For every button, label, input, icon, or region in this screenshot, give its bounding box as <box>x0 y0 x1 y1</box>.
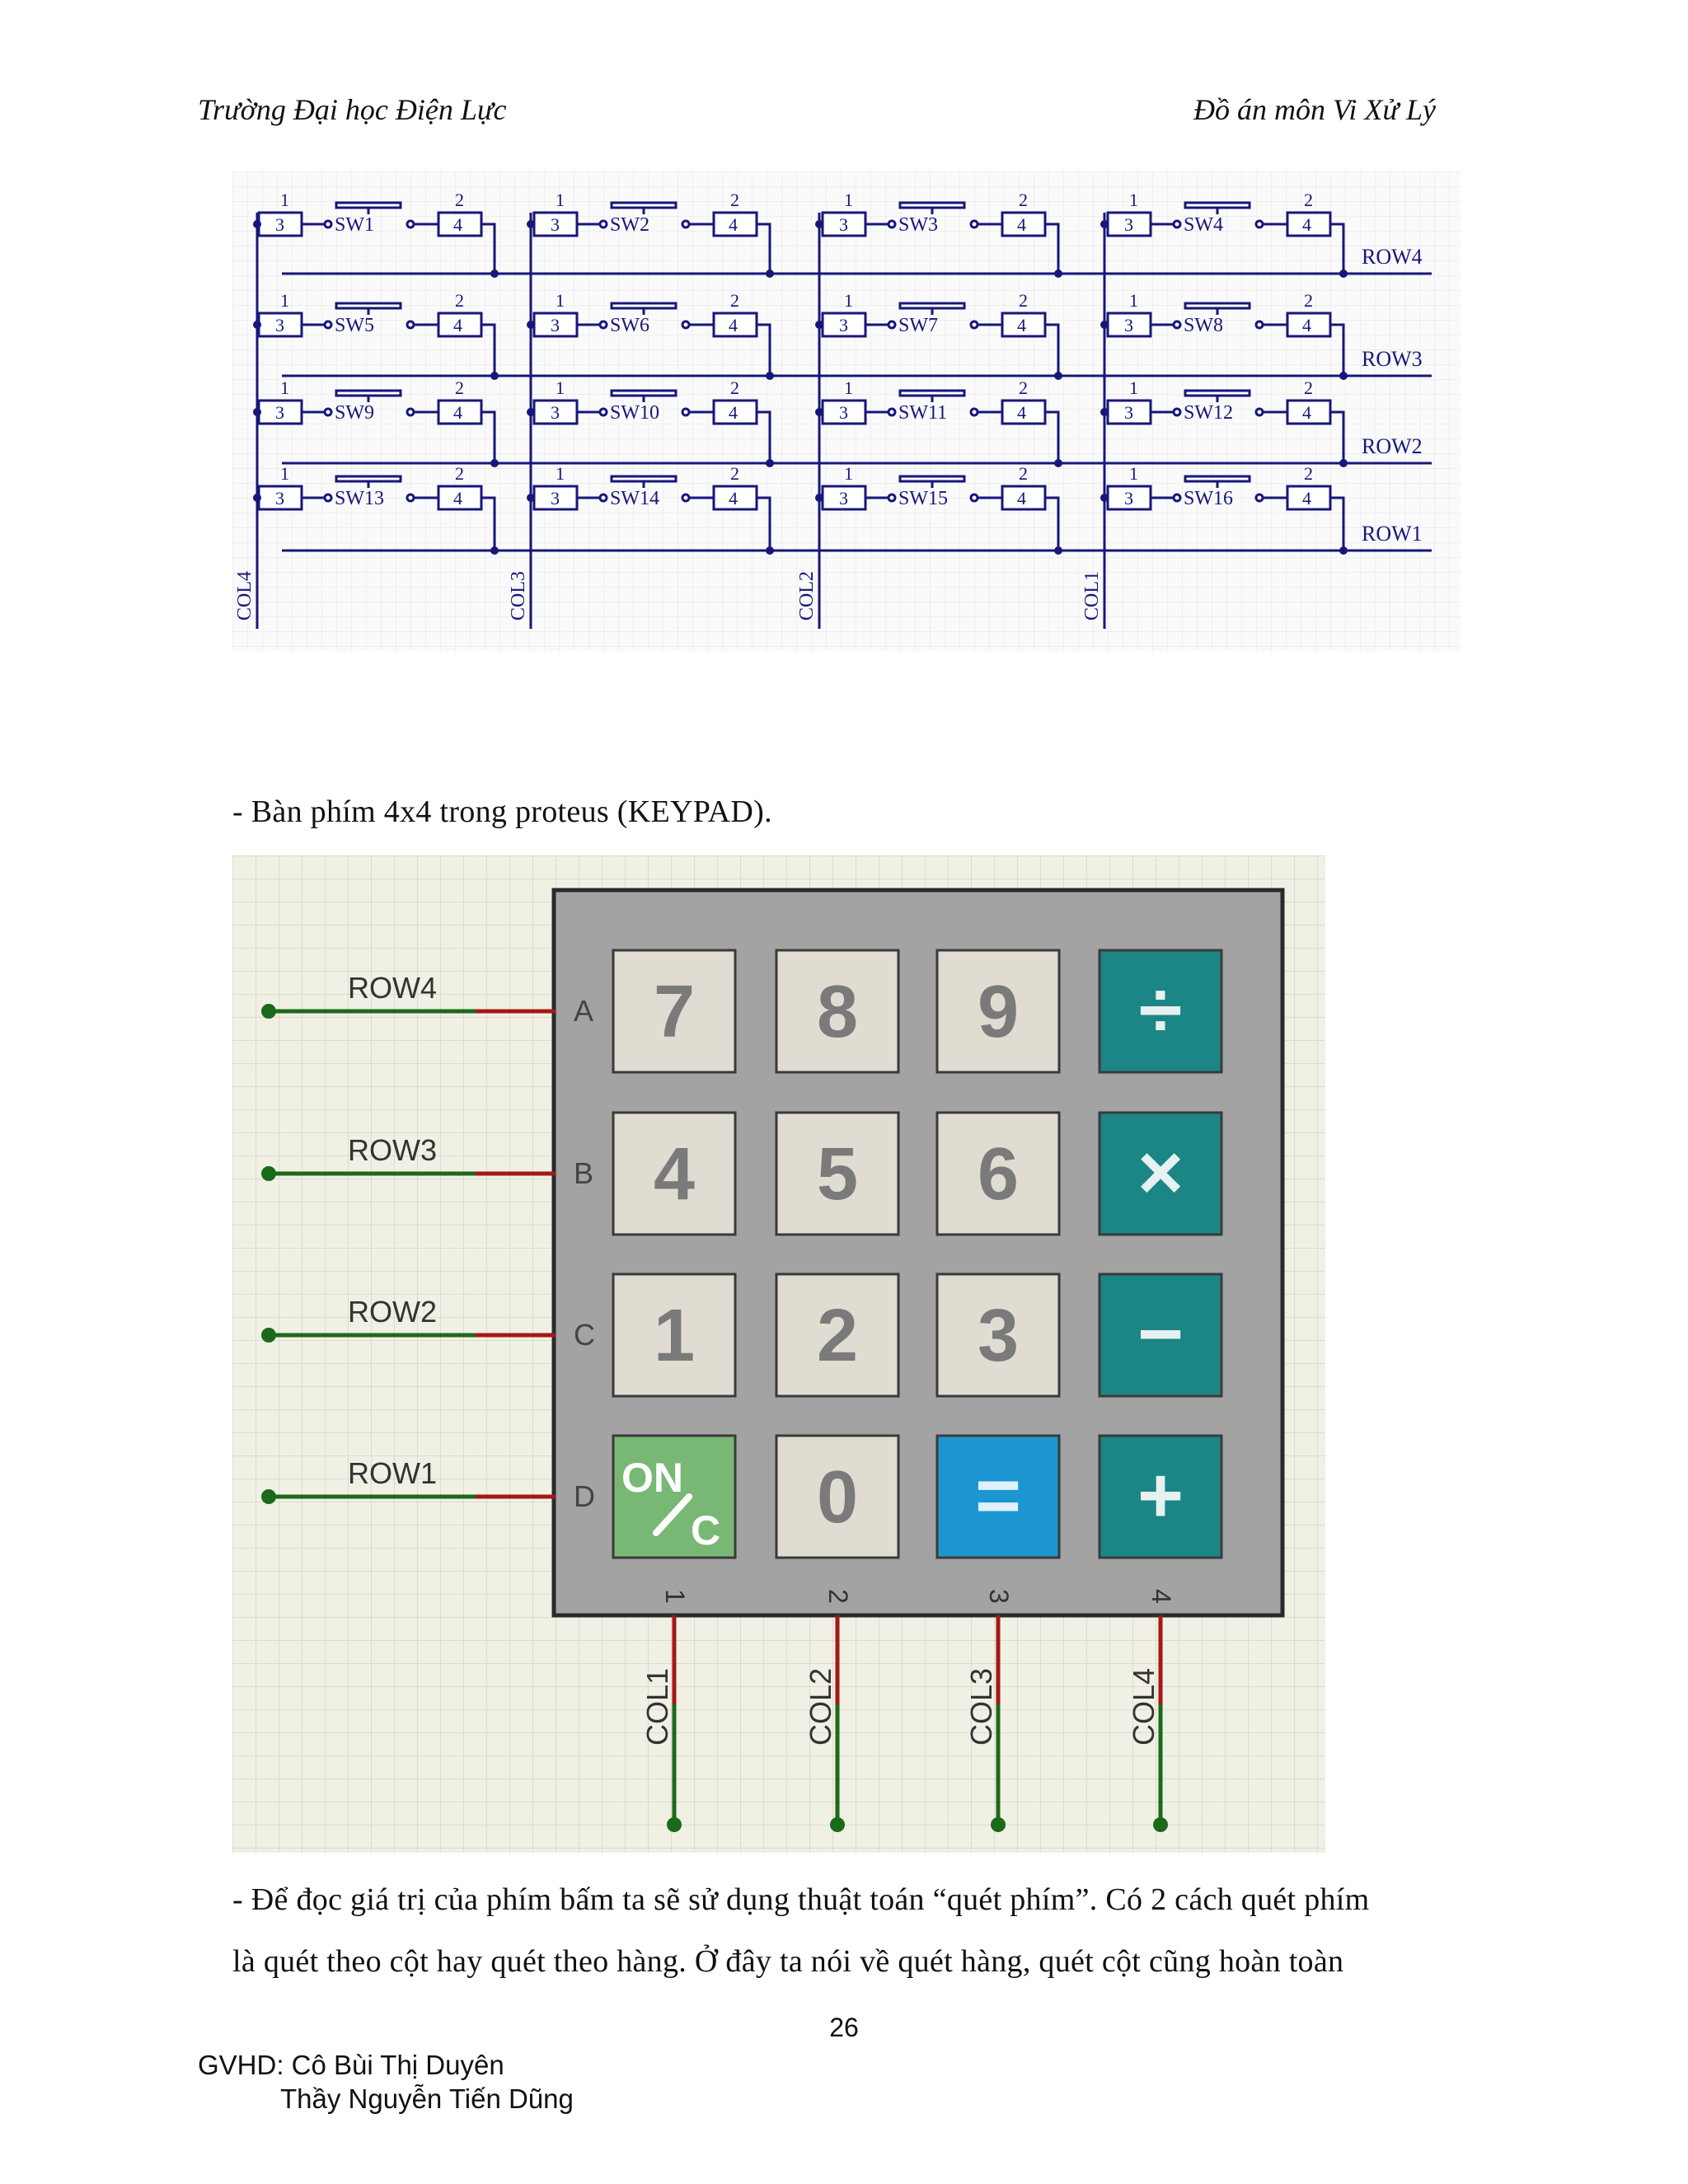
pin-number: 2 <box>1019 190 1028 210</box>
pin-number: 1 <box>556 290 565 311</box>
svg-text:÷: ÷ <box>1138 966 1183 1054</box>
switch-label: SW3 <box>898 214 938 236</box>
switch-label: SW10 <box>610 402 659 424</box>
key-5[interactable] <box>776 1113 898 1235</box>
pin-number: 3 <box>1124 214 1133 235</box>
pin-number: 4 <box>1017 488 1026 509</box>
junction-dot <box>815 321 823 329</box>
proteus-keypad-figure <box>232 855 1325 1853</box>
junction-dot <box>1339 546 1348 555</box>
pin-number: 3 <box>1124 402 1133 423</box>
col-terminal <box>991 1817 1006 1832</box>
junction-dot <box>815 220 823 228</box>
pin-number: 3 <box>839 488 848 509</box>
switch-label: SW16 <box>1184 488 1233 509</box>
pin-number: 1 <box>280 290 289 311</box>
svg-text:7: 7 <box>653 971 696 1053</box>
pin-number: 3 <box>839 214 848 235</box>
pin-number: 2 <box>455 290 464 311</box>
pin-number: 1 <box>556 190 565 210</box>
pin-number: 3 <box>839 315 848 335</box>
row-label: ROW4 <box>348 971 437 1005</box>
row-label: ROW4 <box>1362 245 1423 269</box>
junction-dot <box>527 220 535 228</box>
footer-supervisor-1: GVHD: Cô Bùi Thị Duyên <box>198 2050 504 2080</box>
pin-number: 1 <box>844 377 853 398</box>
pin-number: 2 <box>730 377 739 398</box>
pin-number: 2 <box>1304 190 1313 210</box>
col-label: COL1 <box>640 1667 674 1746</box>
svg-text:2: 2 <box>816 1295 859 1377</box>
junction-dot <box>1100 321 1109 329</box>
svg-text:×: × <box>1137 1128 1184 1216</box>
col-label: COL3 <box>964 1667 998 1746</box>
page-number: 26 <box>829 2013 859 2042</box>
junction-dot <box>766 546 774 555</box>
pin-number: 4 <box>729 488 738 509</box>
pin-number: 2 <box>455 190 464 210</box>
row-terminal <box>261 1489 276 1504</box>
pin-number: 1 <box>280 190 289 210</box>
pin-number: 3 <box>275 214 284 235</box>
junction-dot <box>490 269 499 278</box>
svg-text:ON: ON <box>621 1455 683 1501</box>
switch-label: SW1 <box>335 214 374 236</box>
pin-number: 4 <box>1302 315 1311 335</box>
junction-dot <box>815 494 823 502</box>
pin-number: 1 <box>1129 190 1138 210</box>
switch-label: SW6 <box>610 315 649 336</box>
pin-number: 3 <box>551 315 560 335</box>
pin-number: 4 <box>1017 214 1026 235</box>
pin-number: 3 <box>551 402 560 423</box>
junction-dot <box>1339 372 1348 380</box>
svg-text:4: 4 <box>653 1133 696 1216</box>
pin-number: 2 <box>1304 463 1313 484</box>
pin-number: 4 <box>1302 214 1311 235</box>
col-number: 1 <box>660 1589 690 1604</box>
paragraph-line-1: - Để đọc giá trị của phím bấm ta sẽ sử dụng thuật toán “quét phím”. Có 2 cách quét phím <box>232 1882 1370 1917</box>
row-label: ROW1 <box>1362 522 1423 546</box>
switch-label: SW4 <box>1184 214 1223 236</box>
pin-number: 3 <box>275 315 284 335</box>
pin-number: 4 <box>453 488 462 509</box>
keypad-caption: - Bàn phím 4x4 trong proteus (KEYPAD). <box>232 794 772 829</box>
pin-number: 4 <box>729 315 738 335</box>
pin-number: 1 <box>556 377 565 398</box>
plus-key[interactable] <box>1100 1436 1221 1558</box>
switch-label: SW2 <box>610 214 649 236</box>
pin-number: 1 <box>844 463 853 484</box>
equals-key[interactable] <box>937 1436 1059 1558</box>
col-number: 2 <box>823 1589 853 1604</box>
svg-text:+: + <box>1137 1451 1184 1540</box>
switch-label: SW15 <box>898 488 948 509</box>
key-4[interactable] <box>613 1113 735 1235</box>
col-label: COL2 <box>796 571 818 621</box>
key-7[interactable] <box>613 950 735 1072</box>
junction-dot <box>1100 494 1109 502</box>
col-label: COL4 <box>1127 1667 1160 1746</box>
junction-dot <box>1054 372 1062 380</box>
multiply-key[interactable] <box>1100 1113 1221 1235</box>
col-label: COL3 <box>508 571 529 621</box>
pin-number: 1 <box>844 290 853 311</box>
key-0[interactable] <box>776 1436 898 1558</box>
on-clear-key[interactable] <box>613 1436 735 1558</box>
pin-number: 1 <box>280 377 289 398</box>
row-letter: B <box>574 1156 594 1190</box>
svg-text:1: 1 <box>653 1295 696 1377</box>
key-3[interactable] <box>937 1274 1059 1396</box>
key-1[interactable] <box>613 1274 735 1396</box>
pin-number: 4 <box>1017 315 1026 335</box>
junction-dot <box>1100 408 1109 416</box>
header-school: Trường Đại học Điện Lực <box>198 93 507 126</box>
switch-label: SW13 <box>335 488 384 509</box>
pin-number: 1 <box>556 463 565 484</box>
junction-dot <box>253 220 261 228</box>
pin-number: 2 <box>730 463 739 484</box>
junction-dot <box>1054 546 1062 555</box>
junction-dot <box>815 408 823 416</box>
footer-supervisor-2: Thầy Nguyễn Tiến Dũng <box>280 2083 574 2114</box>
svg-text:=: = <box>974 1451 1022 1540</box>
pin-number: 4 <box>1302 402 1311 423</box>
svg-text:0: 0 <box>816 1456 859 1539</box>
pin-number: 3 <box>275 488 284 509</box>
pin-number: 2 <box>730 190 739 210</box>
key-6[interactable] <box>937 1113 1059 1235</box>
switch-label: SW8 <box>1184 315 1223 336</box>
divide-key[interactable] <box>1100 950 1221 1072</box>
row-letter: A <box>574 994 594 1028</box>
junction-dot <box>1100 220 1109 228</box>
row-letter: D <box>574 1479 595 1513</box>
row-terminal <box>261 1328 276 1343</box>
header-course: Đồ án môn Vi Xử Lý <box>1193 93 1436 126</box>
pin-number: 1 <box>280 463 289 484</box>
pin-number: 4 <box>1302 488 1311 509</box>
svg-text:5: 5 <box>816 1133 859 1216</box>
junction-dot <box>1054 269 1062 278</box>
junction-dot <box>1339 269 1348 278</box>
switch-label: SW9 <box>335 402 374 424</box>
col-terminal <box>1153 1817 1168 1832</box>
col-number: 3 <box>984 1589 1014 1604</box>
row-label: ROW1 <box>348 1456 437 1490</box>
svg-text:3: 3 <box>977 1295 1020 1377</box>
junction-dot <box>1054 459 1062 467</box>
pin-number: 4 <box>729 214 738 235</box>
pin-number: 2 <box>1019 377 1028 398</box>
svg-text:8: 8 <box>816 971 859 1053</box>
pin-number: 2 <box>455 377 464 398</box>
pin-number: 4 <box>453 315 462 335</box>
switch-label: SW11 <box>898 402 948 424</box>
pin-number: 3 <box>551 488 560 509</box>
junction-dot <box>253 494 261 502</box>
switch-label: SW5 <box>335 315 374 336</box>
svg-text:9: 9 <box>977 971 1020 1053</box>
col-number: 4 <box>1146 1589 1176 1604</box>
switch-matrix-schematic <box>232 171 1461 651</box>
pin-number: 2 <box>1304 290 1313 311</box>
row-label: ROW3 <box>1362 347 1423 371</box>
pin-number: 1 <box>1129 290 1138 311</box>
junction-dot <box>490 459 499 467</box>
pin-number: 3 <box>839 402 848 423</box>
junction-dot <box>527 321 535 329</box>
col-label: COL4 <box>234 571 256 621</box>
pin-number: 1 <box>844 190 853 210</box>
junction-dot <box>527 494 535 502</box>
pin-number: 4 <box>1017 402 1026 423</box>
paragraph-line-2: là quét theo cột hay quét theo hàng. Ở đây ta nói về quét hàng, quét cột cũng hoàn toàn <box>232 1944 1344 1979</box>
switch-label: SW7 <box>898 315 938 336</box>
pin-number: 1 <box>1129 463 1138 484</box>
pin-number: 2 <box>1304 377 1313 398</box>
row-terminal <box>261 1166 276 1181</box>
row-letter: C <box>574 1318 595 1352</box>
svg-text:6: 6 <box>977 1133 1020 1216</box>
junction-dot <box>1339 459 1348 467</box>
pin-number: 4 <box>729 402 738 423</box>
row-label: ROW3 <box>348 1133 437 1167</box>
pin-number: 3 <box>1124 315 1133 335</box>
junction-dot <box>490 546 499 555</box>
col-terminal <box>667 1817 682 1832</box>
pin-number: 2 <box>1019 290 1028 311</box>
junction-dot <box>766 459 774 467</box>
pin-number: 3 <box>275 402 284 423</box>
key-2[interactable] <box>776 1274 898 1396</box>
key-9[interactable] <box>937 950 1059 1072</box>
pin-number: 2 <box>1019 463 1028 484</box>
pin-number: 4 <box>453 214 462 235</box>
switch-label: SW12 <box>1184 402 1233 424</box>
pin-number: 4 <box>453 402 462 423</box>
junction-dot <box>490 372 499 380</box>
junction-dot <box>527 408 535 416</box>
row-label: ROW2 <box>348 1295 437 1329</box>
col-label: COL1 <box>1081 571 1103 621</box>
col-terminal <box>830 1817 845 1832</box>
svg-text:C: C <box>691 1507 721 1554</box>
junction-dot <box>253 408 261 416</box>
row-label: ROW2 <box>1362 434 1423 458</box>
row-terminal <box>261 1004 276 1019</box>
pin-number: 2 <box>730 290 739 311</box>
pin-number: 2 <box>455 463 464 484</box>
minus-key[interactable] <box>1100 1274 1221 1396</box>
junction-dot <box>253 321 261 329</box>
junction-dot <box>766 372 774 380</box>
pin-number: 1 <box>1129 377 1138 398</box>
junction-dot <box>766 269 774 278</box>
pin-number: 3 <box>1124 488 1133 509</box>
col-label: COL2 <box>804 1667 837 1746</box>
key-8[interactable] <box>776 950 898 1072</box>
svg-text:−: − <box>1137 1290 1184 1378</box>
switch-label: SW14 <box>610 488 659 509</box>
pin-number: 3 <box>551 214 560 235</box>
